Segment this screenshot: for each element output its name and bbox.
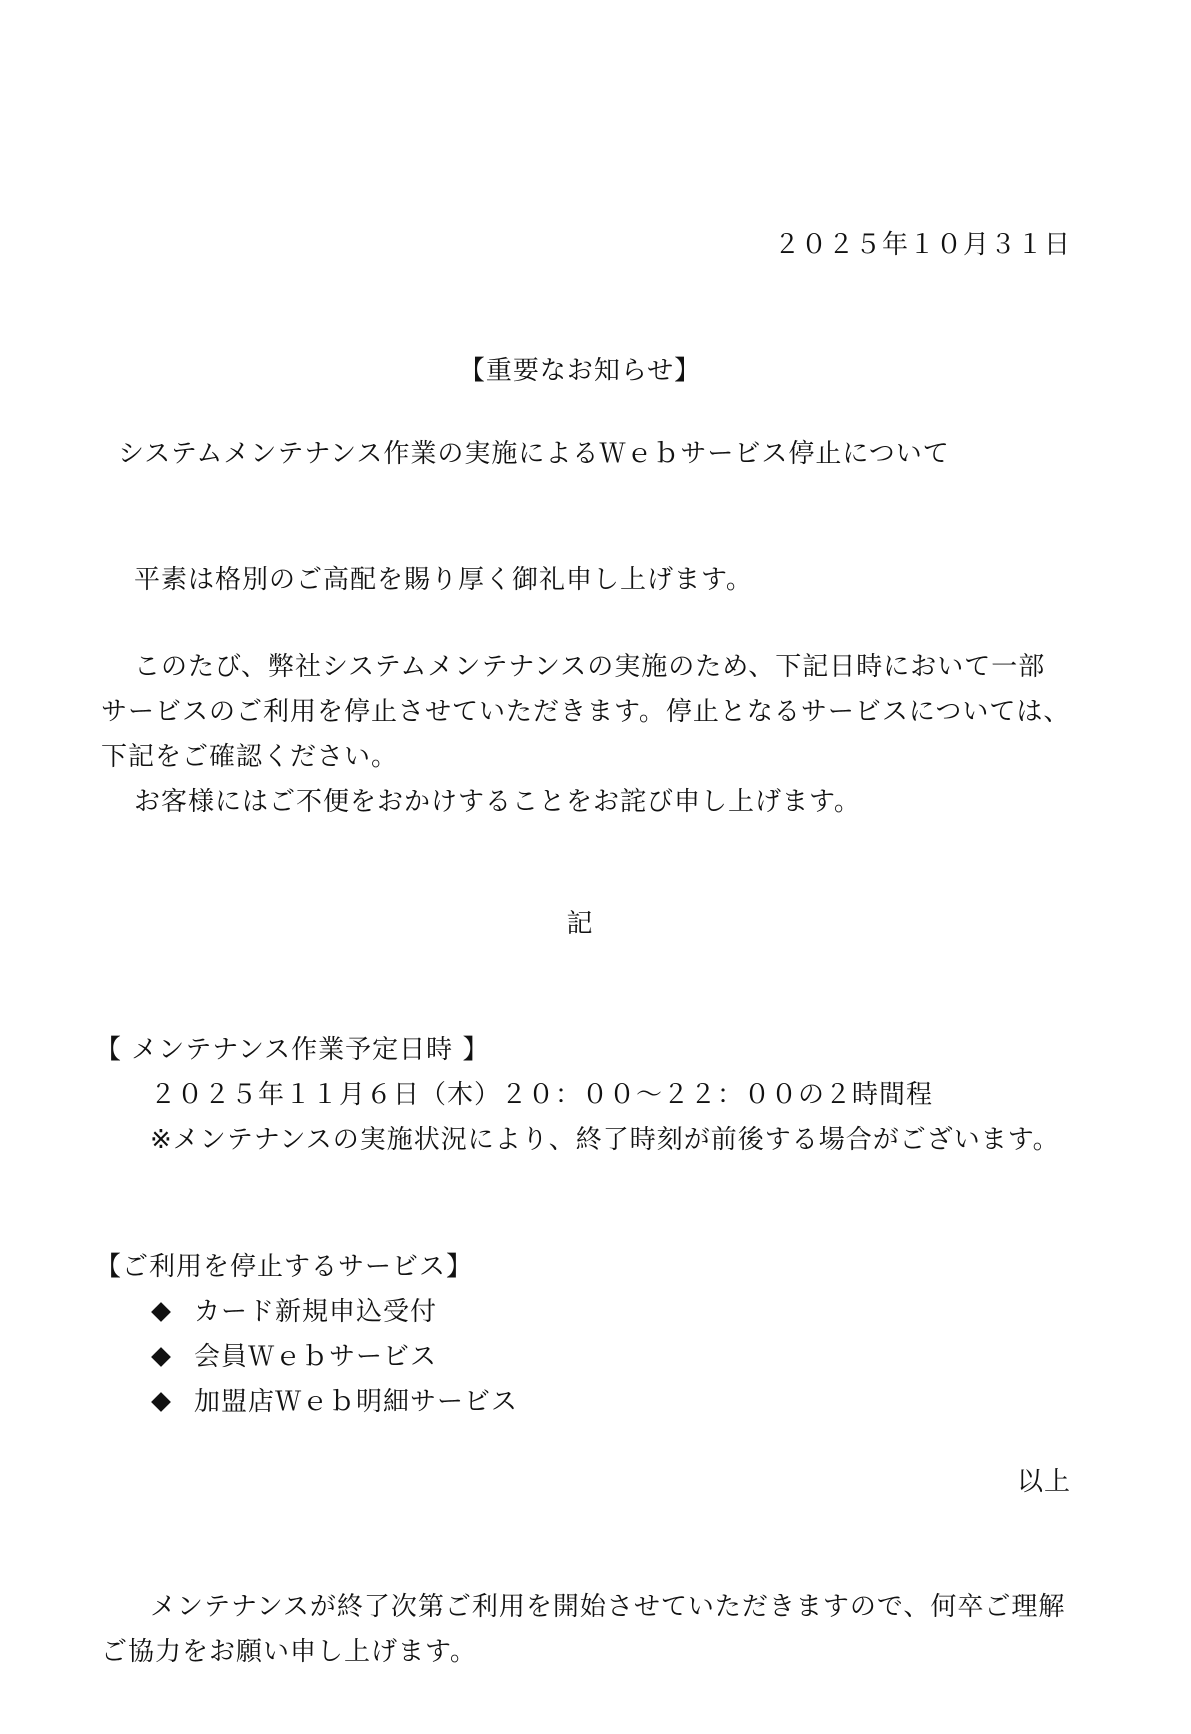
schedule-datetime: ２０２５年１１月６日（木）２０：００～２２：００の２時間程 <box>150 1080 934 1110</box>
schedule-label: 【 メンテナンス作業予定日時 】 <box>95 1035 490 1065</box>
service-item <box>150 1295 437 1329</box>
service-item <box>150 1340 437 1374</box>
notice-subject: システムメンテナンス作業の実施によるＷｅｂサービス停止について <box>118 439 950 469</box>
ijo-marker: 以上 <box>1016 1467 1071 1497</box>
service-item-label: カード新規申込受付 <box>194 1297 438 1327</box>
ki-marker: 記 <box>566 909 594 939</box>
notice-heading: 【重要なお知らせ】 <box>458 356 702 386</box>
greeting-paragraph: 平素は格別のご高配を賜り厚く御礼申し上げます。 <box>134 565 753 595</box>
notice-date: ２０２５年１０月３１日 <box>773 230 1071 260</box>
diamond-bullet-icon <box>151 1302 171 1322</box>
service-item-label: 加盟店Ｗｅｂ明細サービス <box>194 1387 519 1417</box>
schedule-note: ※メンテナンスの実施状況により、終了時刻が前後する場合がございます。 <box>150 1125 1060 1155</box>
body-line-3: 下記をご確認ください。 <box>101 742 399 772</box>
closing-line-1: メンテナンスが終了次第ご利用を開始させていただきますので、何卒ご理解 <box>150 1592 1066 1622</box>
services-label: 【ご利用を停止するサービス】 <box>95 1252 474 1282</box>
body-line-2: サービスのご利用を停止させていただきます。停止となるサービスについては、 <box>101 697 1071 727</box>
closing-line-2: ご協力をお願い申し上げます。 <box>101 1637 477 1667</box>
service-item-label: 会員Ｗｅｂサービス <box>194 1342 438 1372</box>
apology-paragraph: お客様にはご不便をおかけすることをお詫び申し上げます。 <box>134 787 861 817</box>
diamond-bullet-icon <box>151 1347 171 1367</box>
service-item <box>150 1385 518 1419</box>
body-line-1: このたび、弊社システムメンテナンスの実施のため、下記日時において一部 <box>134 652 1046 682</box>
diamond-bullet-icon <box>151 1392 171 1412</box>
